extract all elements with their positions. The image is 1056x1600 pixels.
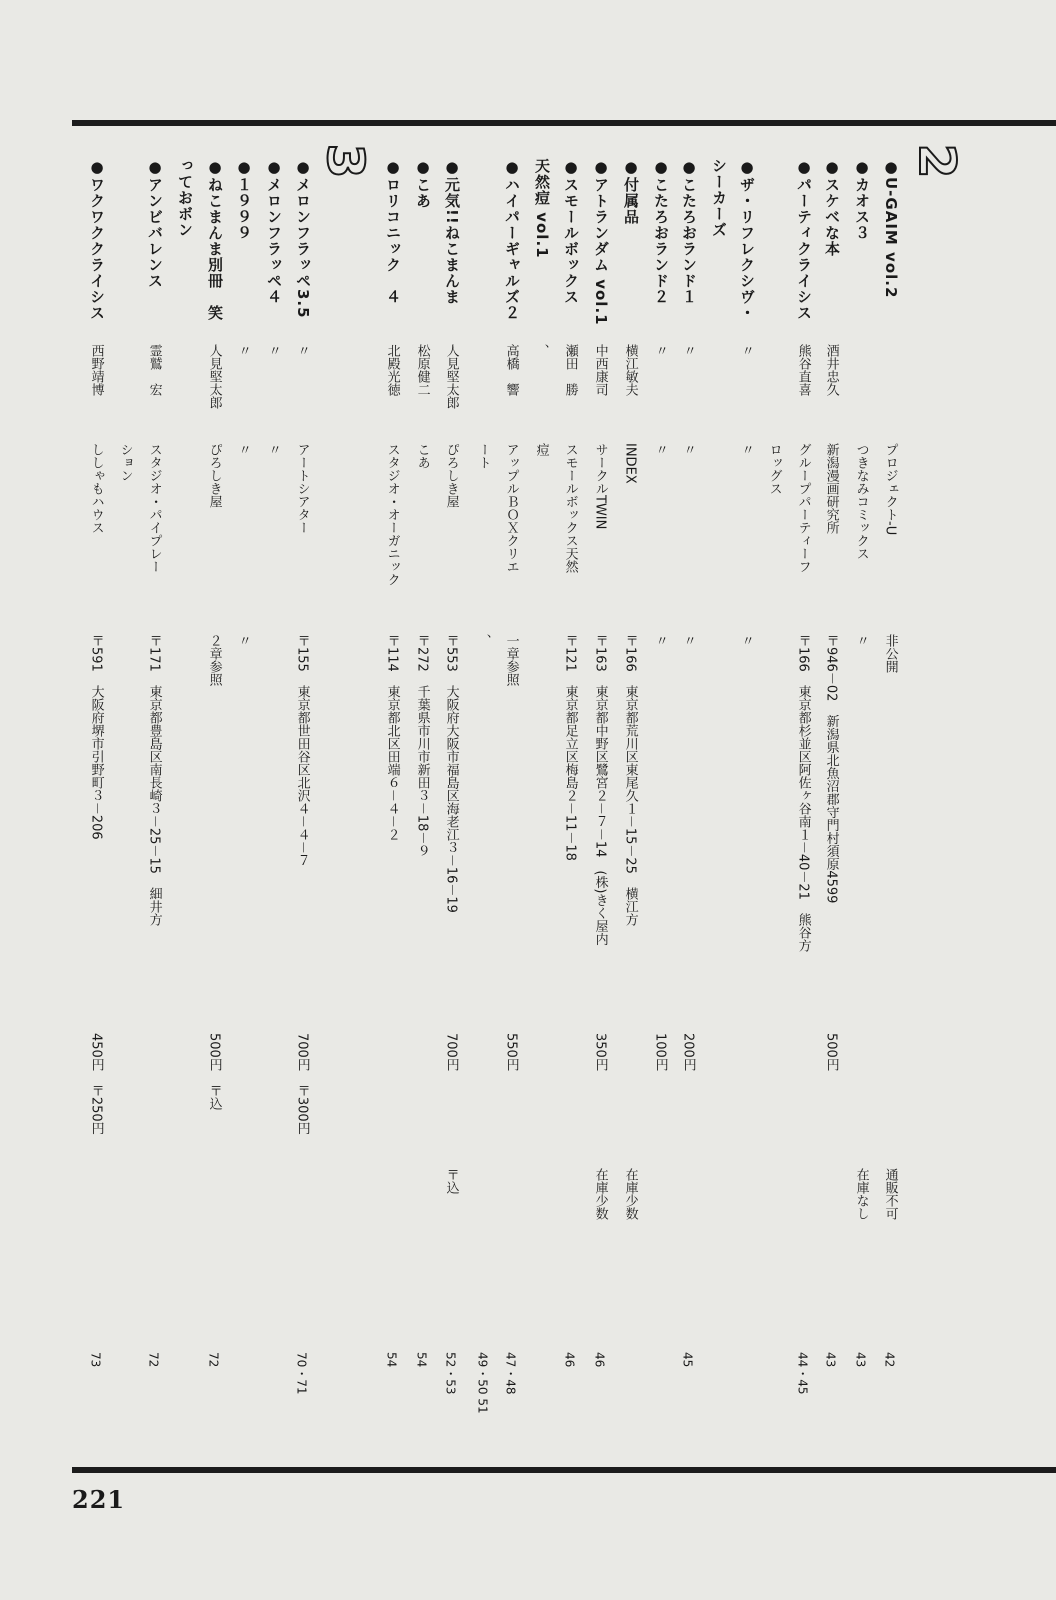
cell-pages: 47・48 xyxy=(503,1352,518,1395)
cell-circle: アートシアター xyxy=(294,443,310,534)
cell-pages: 72 xyxy=(146,1352,161,1368)
cell-title: 天然痘 vol.1 xyxy=(533,158,551,259)
cell-circle: 〃 xyxy=(235,443,251,456)
cell-author: 酒井忠久 xyxy=(823,344,839,396)
cell-circle: 〃 xyxy=(652,443,668,456)
cell-circle: INDEX xyxy=(622,443,638,484)
cell-price: 500円 〒込 xyxy=(206,1033,222,1110)
table-row xyxy=(882,0,910,1600)
table-row xyxy=(88,0,116,1600)
cell-title: ●U-GAIM vol.2 xyxy=(882,158,900,299)
cell-title: ●ザ・リフレクシヴ・ xyxy=(738,158,756,321)
cell-author: 〃 xyxy=(652,344,668,357)
cell-circle: ション xyxy=(117,443,133,482)
cell-title: ●アンビバレンス xyxy=(146,158,164,289)
cell-pages: 52・53 xyxy=(443,1352,458,1395)
cell-author: 西野靖博 xyxy=(88,344,104,396)
cell-title: ●こたろおランド１ xyxy=(680,158,698,305)
table-row xyxy=(533,0,561,1600)
cell-circle: スタジオ・パイプレー xyxy=(146,443,162,573)
cell-title: ●メロンフラッペ3.5 xyxy=(294,158,312,319)
cell-post: 〒553 大阪府大阪市福島区海老江３－16－19 xyxy=(443,634,459,913)
cell-title: ●ロリコニック ４ xyxy=(384,158,402,305)
cell-circle: スタジオ・オーガニック xyxy=(384,443,400,586)
cell-circle: ート xyxy=(475,443,491,469)
table-row xyxy=(652,0,680,1600)
cell-title: ●ねこまんま別冊 笑 xyxy=(206,158,224,321)
cell-circle: 〃 xyxy=(265,443,281,456)
cell-circle: サークルTWIN xyxy=(592,443,608,530)
cell-post: 〒171 東京都豊島区南長崎３－25－15 細井方 xyxy=(146,634,162,926)
cell-pages: 70・71 xyxy=(294,1352,309,1395)
table-row xyxy=(443,0,471,1600)
cell-post: 一章参照 xyxy=(503,634,519,686)
cell-title: シーカーズ xyxy=(710,158,728,238)
section-2-mark: 2 xyxy=(908,143,966,179)
cell-title: ●スケベな本 xyxy=(823,158,841,257)
cell-title: ●カオス３ xyxy=(853,158,871,241)
cell-circle: アップルＢＯＸクリエ xyxy=(503,443,519,573)
cell-circle: 痘 xyxy=(533,443,549,456)
table-row xyxy=(294,0,322,1600)
cell-post: 〒166 東京都荒川区東尾久１－15－25 横江方 xyxy=(622,634,638,926)
cell-author: 霊鷲 宏 xyxy=(146,344,162,396)
cell-circle: こあ xyxy=(414,443,430,469)
cell-author: 〃 xyxy=(680,344,696,357)
cell-title: ●スモールボックス xyxy=(562,158,580,305)
cell-price: 100円 xyxy=(652,1033,668,1071)
table-row xyxy=(146,0,174,1600)
cell-author: 〃 xyxy=(235,344,251,357)
cell-pages: 43 xyxy=(853,1352,868,1368)
table-row xyxy=(592,0,620,1600)
cell-circle: 〃 xyxy=(680,443,696,456)
cell-title: ●１９９９ xyxy=(235,158,253,241)
cell-price: 700円 xyxy=(443,1033,459,1071)
table-row xyxy=(414,0,442,1600)
table-row xyxy=(853,0,881,1600)
cell-price: 350円 xyxy=(592,1033,608,1071)
cell-author: 瀬田 勝 xyxy=(562,344,578,396)
cell-pages: 43 xyxy=(823,1352,838,1368)
cell-stock: 在庫少数 xyxy=(592,1168,608,1220)
section-3-mark: 3 xyxy=(316,143,374,179)
cell-author: 北殿光徳 xyxy=(384,344,400,396)
cell-stock: 在庫なし xyxy=(853,1168,869,1220)
cell-author: 熊谷直喜 xyxy=(795,344,811,396)
cell-author: 人見堅太郎 xyxy=(206,344,222,409)
cell-author: 松原健二 xyxy=(414,344,430,396)
cell-pages: 49・50 51 xyxy=(475,1352,490,1414)
cell-title: っておボン xyxy=(176,158,194,238)
table-row xyxy=(766,0,794,1600)
cell-post: 〒155 東京都世田谷区北沢４－４－７ xyxy=(294,634,310,867)
table-row xyxy=(117,0,145,1600)
cell-circle: プロジェクト-U xyxy=(882,443,898,536)
cell-title: ●メロンフラッペ４ xyxy=(265,158,283,305)
cell-stock: 在庫少数 xyxy=(622,1168,638,1220)
cell-circle: つきなみコミックス xyxy=(853,443,869,560)
page-number: 221 xyxy=(72,1485,126,1514)
cell-circle: スモールボックス天然 xyxy=(562,443,578,573)
cell-circle: グループパーティーフ xyxy=(795,443,811,573)
cell-author: 、 xyxy=(533,344,549,357)
table-row xyxy=(265,0,293,1600)
cell-post: 〒591 大阪府堺市引野町３－206 xyxy=(88,634,104,840)
cell-circle: ししゃもハウス xyxy=(88,443,104,534)
cell-pages: 42 xyxy=(882,1352,897,1368)
cell-circle: ぴろしき屋 xyxy=(206,443,222,508)
cell-pages: 46 xyxy=(592,1352,607,1368)
cell-pages: 46 xyxy=(562,1352,577,1368)
cell-title: ●アトランダム vol.1 xyxy=(592,158,610,326)
cell-stock: 〒込 xyxy=(443,1168,459,1194)
cell-pages: 72 xyxy=(206,1352,221,1368)
cell-author: 高橋 響 xyxy=(503,344,519,396)
cell-title: ●ハイパーギャルズ２ xyxy=(503,158,521,321)
table-row xyxy=(176,0,204,1600)
cell-price: 450円 〒250円 xyxy=(88,1033,104,1135)
cell-pages: 73 xyxy=(88,1352,103,1368)
cell-post: 〒163 東京都中野区鷺宮２－７－14 (株)きく屋内 xyxy=(592,634,608,946)
cell-circle: ぴろしき屋 xyxy=(443,443,459,508)
cell-pages: 54 xyxy=(414,1352,429,1368)
table-row xyxy=(710,0,738,1600)
cell-post: 〃 xyxy=(680,634,696,647)
cell-author: 〃 xyxy=(294,344,310,357)
cell-price: 550円 xyxy=(503,1033,519,1071)
cell-post: 〃 xyxy=(652,634,668,647)
cell-post: ２章参照 xyxy=(206,634,222,686)
table-row xyxy=(475,0,503,1600)
cell-price: 200円 xyxy=(680,1033,696,1071)
cell-circle: ロッグス xyxy=(766,443,782,495)
table-row xyxy=(823,0,851,1600)
table-row xyxy=(795,0,823,1600)
cell-post: 〒121 東京都足立区梅島２－11－18 xyxy=(562,634,578,861)
cell-author: 〃 xyxy=(265,344,281,357)
cell-post: 〒946－02 新潟県北魚沼郡守門村須原4599 xyxy=(823,634,839,904)
cell-title: ●パーティクライシス xyxy=(795,158,813,321)
table-row xyxy=(384,0,412,1600)
cell-post: 非公開 xyxy=(882,634,898,673)
table-row xyxy=(503,0,531,1600)
cell-pages: 44・45 xyxy=(795,1352,810,1395)
table-row xyxy=(235,0,263,1600)
table-row xyxy=(738,0,766,1600)
cell-post: 〃 xyxy=(853,634,869,647)
cell-author: 〃 xyxy=(738,344,754,357)
cell-author: 中西康司 xyxy=(592,344,608,396)
cell-pages: 54 xyxy=(384,1352,399,1368)
cell-title: ●付属品 xyxy=(622,158,640,225)
cell-post: 〃 xyxy=(738,634,754,647)
table-row xyxy=(562,0,590,1600)
cell-circle: 〃 xyxy=(738,443,754,456)
cell-pages: 45 xyxy=(680,1352,695,1368)
cell-author: 横江敏夫 xyxy=(622,344,638,396)
cell-post: 〒166 東京都杉並区阿佐ヶ谷南１－40－21 熊谷方 xyxy=(795,634,811,952)
cell-stock: 通販不可 xyxy=(882,1168,898,1220)
cell-author: 人見堅太郎 xyxy=(443,344,459,409)
cell-post: 、 xyxy=(475,634,491,647)
cell-price: 500円 xyxy=(823,1033,839,1071)
cell-price: 700円 〒300円 xyxy=(294,1033,310,1135)
cell-post: 〒272 千葉県市川市新田３－18－９ xyxy=(414,634,430,858)
table-row xyxy=(622,0,650,1600)
cell-title: ●ワクワククライシス xyxy=(88,158,106,321)
cell-circle: 新潟漫画研究所 xyxy=(823,443,839,534)
table-row xyxy=(680,0,708,1600)
cell-title: ●こあ xyxy=(414,158,432,209)
cell-post: 〃 xyxy=(235,634,251,647)
cell-title: ●元気!!ねこまんま xyxy=(443,158,461,305)
table-row xyxy=(206,0,234,1600)
cell-title: ●こたろおランド２ xyxy=(652,158,670,305)
cell-post: 〒114 東京都北区田端６－４－２ xyxy=(384,634,400,841)
